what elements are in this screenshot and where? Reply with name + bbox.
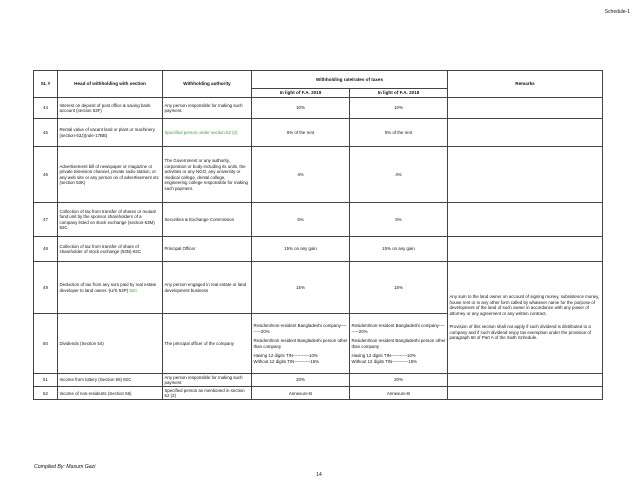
header-sl: SL # xyxy=(34,71,58,98)
authority-cell: Principal Officer xyxy=(163,237,252,262)
remarks-cell xyxy=(448,98,603,119)
head-cell: Interest on deposit of post office & saving bank account (section 53F) xyxy=(58,98,163,119)
head-cell: Collection of tax from transfer of share of shareholder of stock exchange (53N)-82C xyxy=(58,237,163,262)
authority-cell: Specified person as mentioned in section 52 (2) xyxy=(163,387,252,400)
rate-line: Without 12 digits TIN-----------15% xyxy=(253,358,320,364)
rate-2019-cell: 20% xyxy=(252,374,350,387)
sl-cell: 51 xyxy=(34,374,58,387)
rate-2019-cell: 10% xyxy=(252,98,350,119)
rate-2019-cell: 15% on any gain xyxy=(252,237,350,262)
remarks-text: Provision of this section shall not apply if such dividend is distributed to a company and if such dividend enjoy tax exemption under the provision of paragraph 60 of Part A of the Sixth Schedule. xyxy=(449,324,592,341)
remarks-cell xyxy=(448,237,603,262)
head-cell xyxy=(58,262,163,314)
table-row xyxy=(34,262,603,314)
head-cell: Dividends (Section 54) xyxy=(58,314,163,374)
rate-2018-cell: 10% xyxy=(350,98,448,119)
schedule-label: Schedule-1 xyxy=(604,9,630,15)
header-fa2019: In light of F.A. 2019 xyxy=(252,89,350,98)
rate-line: Having 12 digits TIN-----------10% xyxy=(253,353,318,358)
remarks-text: Any sum to the land owner on account of signing money, subsistence money, house rent or in any other form called by whatever name for the purpose of development of the land of such owner in accordance with any power of attorney or any agreement or any written contract, xyxy=(449,294,600,316)
header-fa2018: In light of F.A. 2018 xyxy=(350,89,448,98)
rate-2019-cell xyxy=(252,314,350,374)
rate-line: Resident/non resident Bangladeshi person other than company xyxy=(253,338,348,349)
compiled-by: Compiled By: Masum Gazi xyxy=(34,464,96,470)
sl-cell: 50 xyxy=(34,314,58,374)
head-cell: Collection of tax from transfer of shares or mutual fund unit by the sponsor shareholders of a company listed on stock exchange (section-53M) 82C. xyxy=(58,203,163,237)
head-cell: Advertisement bill of newspaper or magazine or private television channel, private radio station, or any web site or any person on of advertisement etc (section 53K) xyxy=(58,147,163,203)
head-code: 82C xyxy=(129,287,138,293)
rate-line: Resident/non-resident Bangladeshi company---------20% xyxy=(351,323,445,334)
table-row xyxy=(34,387,603,400)
table-row xyxy=(34,374,603,387)
table-row xyxy=(34,98,603,119)
remarks-cell xyxy=(448,262,603,374)
remarks-cell xyxy=(448,119,603,147)
page-number: 14 xyxy=(316,472,322,478)
rate-line: Resident/non resident Bangladeshi person other than company xyxy=(351,338,446,349)
rate-2018-cell: 5% xyxy=(350,203,448,237)
sl-cell: 45 xyxy=(34,119,58,147)
remarks-cell xyxy=(448,203,603,237)
rate-2018-cell xyxy=(350,314,448,374)
sl-cell: 49 xyxy=(34,262,58,314)
header-rates: Withholding rate/rates of taxes xyxy=(252,71,448,89)
rate-2019-cell: 15% xyxy=(252,262,350,314)
header-head: Head of withholding with section xyxy=(58,71,163,98)
remarks-cell xyxy=(448,374,603,387)
sl-cell: 52 xyxy=(34,387,58,400)
rate-2019-cell: 4% xyxy=(252,147,350,203)
withholding-table xyxy=(33,70,603,400)
rate-2019-cell: 5% xyxy=(252,203,350,237)
table-row xyxy=(34,237,603,262)
rate-line: Having 12 digits TIN-----------10% xyxy=(351,353,416,358)
table-row xyxy=(34,203,603,237)
sl-cell: 46 xyxy=(34,147,58,203)
header-remarks: Remarks xyxy=(448,71,603,98)
authority-cell: Specified person under section 52 (2) xyxy=(163,119,252,147)
rate-2018-cell: 15% on any gain xyxy=(350,237,448,262)
rate-line: Without 12 digits TIN-----------15% xyxy=(351,358,418,364)
rate-2018-cell: Annexure-B xyxy=(350,387,448,400)
rate-2019-cell: Annexure-B xyxy=(252,387,350,400)
remarks-cell xyxy=(448,147,603,203)
sl-cell: 44 xyxy=(34,98,58,119)
sl-cell: 48 xyxy=(34,237,58,262)
head-cell: Income from lottery (Section 55) 82C xyxy=(58,374,163,387)
header-authority: Withholding authority xyxy=(163,71,252,98)
rate-2018-cell: 5% of the rent xyxy=(350,119,448,147)
sl-cell: 47 xyxy=(34,203,58,237)
head-cell: Rental value of vacant land or plant or machinery (section-53J)(rule-17BB) xyxy=(58,119,163,147)
head-cell: Income of non-residents (Section 56) xyxy=(58,387,163,400)
rate-2019-cell: 5% of the rent xyxy=(252,119,350,147)
rate-2018-cell: 20% xyxy=(350,374,448,387)
authority-cell: The Government or any authority, corporation or body including its units, the activities or any NGO, any university or medical college, dental college, engineering college responsible for making such payment. xyxy=(163,147,252,203)
table-row xyxy=(34,147,603,203)
rate-line: Resident/non-resident Bangladeshi company---------20% xyxy=(253,323,347,334)
rate-2018-cell: 15% xyxy=(350,262,448,314)
rate-2018-cell: 4% xyxy=(350,147,448,203)
authority-cell: Any person responsible for making such payment. xyxy=(163,98,252,119)
head-text: Deduction of tax from any sum paid by real estate developer to land owner.-(U/S 53P) xyxy=(59,282,157,293)
authority-cell: Any person responsible for making such payment xyxy=(163,374,252,387)
remarks-cell xyxy=(448,387,603,400)
authority-cell: Any person engaged in real estate or land development business xyxy=(163,262,252,314)
authority-cell: Securities & Exchange Commission xyxy=(163,203,252,237)
authority-cell: The principal officer of the company xyxy=(163,314,252,374)
table-row xyxy=(34,119,603,147)
